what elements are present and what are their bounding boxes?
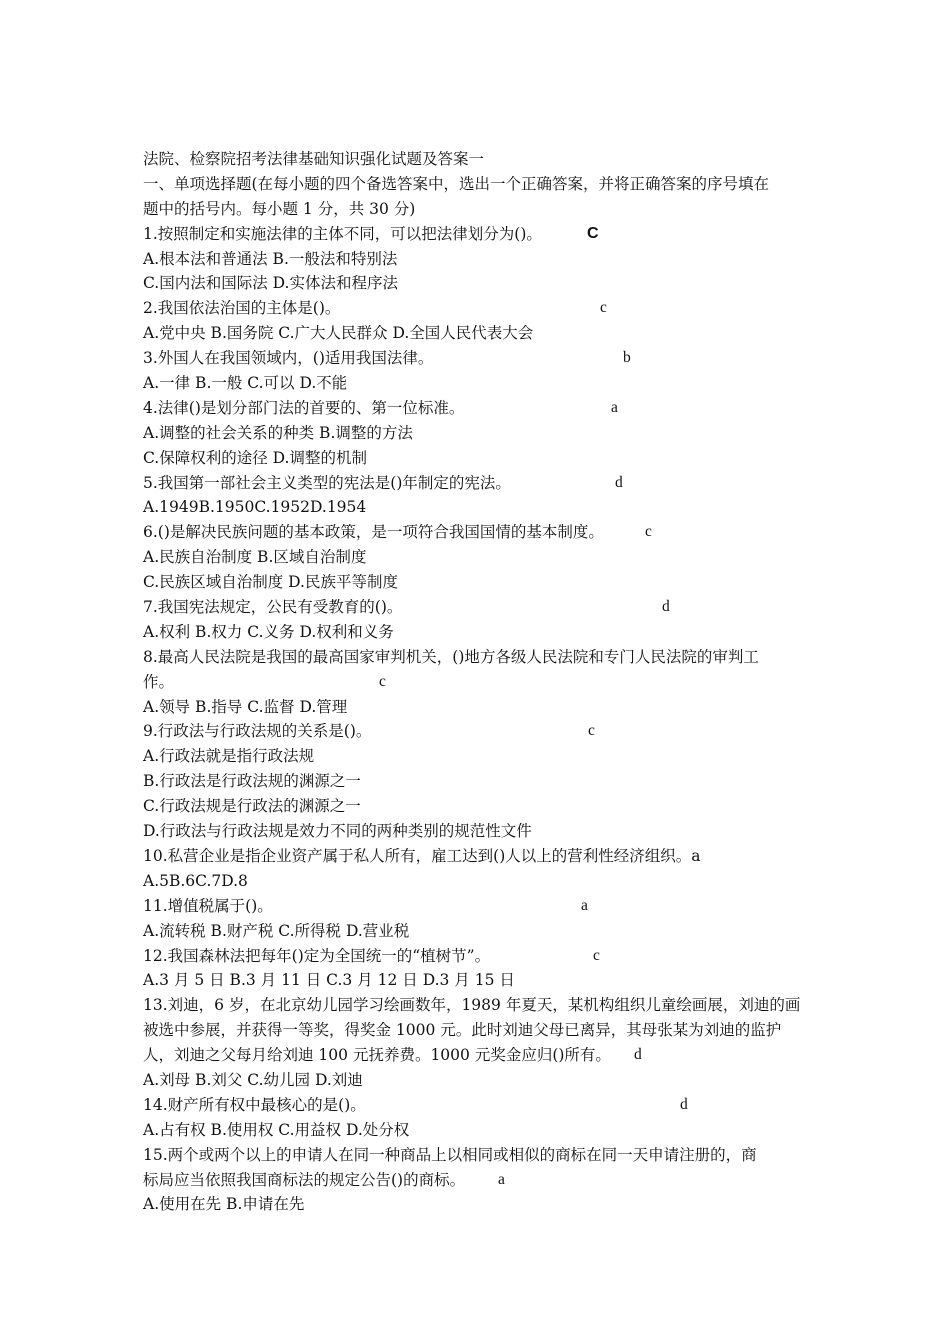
question-5 [143, 471, 811, 496]
option-line: A.调整的社会关系的种类 B.调整的方法 [143, 423, 413, 442]
question-15-line-1: 15.两个或两个以上的申请人在同一种商品上以相同或相似的商标在同一天申请注册的，商 [143, 1145, 757, 1164]
option-line: C.行政法规是行政法的渊源之一 [143, 797, 361, 816]
question-7 [143, 595, 811, 620]
option-line: B.行政法是行政法规的渊源之一 [143, 772, 361, 791]
answer-key: b [623, 349, 631, 367]
option-line: A.领导 B.指导 C.监督 D.管理 [143, 697, 348, 716]
question-6 [143, 520, 811, 545]
answer-key: d [662, 598, 670, 616]
question-text: 9.行政法与行政法规的关系是()。 [143, 722, 372, 741]
option-line: A.5B.6C.7D.8 [143, 871, 248, 890]
answer-key: c [600, 299, 607, 317]
question-text: 7.我国宪法规定，公民有受教育的()。 [143, 598, 403, 617]
question-text: 作。 [143, 672, 175, 691]
answer-key: C [587, 224, 599, 242]
question-text: 5.我国第一部社会主义类型的宪法是()年制定的宪法。 [143, 473, 511, 492]
section-heading-line-2: 题中的括号内。每小题 1 分，共 30 分) [143, 199, 416, 218]
option-line: A.行政法就是指行政法规 [143, 747, 315, 766]
question-13-line-1: 13.刘迪，6 岁，在北京幼儿园学习绘画数年，1989 年夏天，某机构组织儿童绘画展，刘迪的画 [143, 996, 801, 1015]
question-2 [143, 296, 811, 321]
option-line: A.占有权 B.使用权 C.用益权 D.处分权 [143, 1120, 410, 1139]
option-line: C.民族区域自治制度 D.民族平等制度 [143, 573, 398, 592]
answer-key: c [588, 722, 595, 740]
question-text: 人，刘迪之父每月给刘迪 100 元抚养费。1000 元奖金应归()所有。 [143, 1046, 611, 1065]
option-line: C.保障权利的途径 D.调整的机制 [143, 448, 367, 467]
question-4 [143, 396, 811, 421]
question-14 [143, 1093, 811, 1118]
answer-key: a [581, 896, 588, 914]
question-text: 11.增值税属于()。 [143, 896, 273, 915]
question-12 [143, 944, 811, 969]
question-text: 6.()是解决民族问题的基本政策，是一项符合我国国情的基本制度。 [143, 523, 604, 542]
option-line: A.党中央 B.国务院 C.广大人民群众 D.全国人民代表大会 [143, 324, 534, 343]
option-line: D.行政法与行政法规是效力不同的两种类别的规范性文件 [143, 822, 532, 841]
question-1 [143, 222, 811, 247]
option-line: A.民族自治制度 B.区域自治制度 [143, 548, 367, 567]
answer-key: d [634, 1046, 642, 1064]
question-text: 2.我国依法治国的主体是()。 [143, 299, 341, 318]
answer-key: d [615, 473, 623, 491]
answer-key: c [379, 672, 386, 690]
question-text: 标局应当依照我国商标法的规定公告()的商标。 [143, 1170, 466, 1189]
question-13-line-2: 被选中参展，并获得一等奖，得奖金 1000 元。此时刘迪父母已离异，其母张某为刘迪的监护 [143, 1021, 782, 1040]
answer-key: c [593, 946, 600, 964]
document-page [143, 147, 811, 1217]
question-10: 10.私营企业是指企业资产属于私人所有，雇工达到()人以上的营利性经济组织。a [143, 846, 701, 865]
answer-key: c [645, 523, 652, 541]
question-11 [143, 894, 811, 919]
answer-key: d [680, 1095, 688, 1113]
option-line: A.流转税 B.财产税 C.所得税 D.营业税 [143, 921, 410, 940]
answer-key: a [611, 398, 618, 416]
question-15-line-2 [143, 1168, 811, 1193]
option-line: A.1949B.1950C.1952D.1954 [143, 498, 367, 517]
option-line: A.3 月 5 日 B.3 月 11 日 C.3 月 12 日 D.3 月 15 日 [143, 971, 515, 990]
question-text: 4.法律()是划分部门法的首要的、第一位标准。 [143, 398, 465, 417]
option-line: A.权利 B.权力 C.义务 D.权利和义务 [143, 622, 394, 641]
section-heading-line-1: 一、单项选择题(在每小题的四个备选答案中，选出一个正确答案，并将正确答案的序号填在 [143, 174, 770, 193]
question-text: 12.我国森林法把每年()定为全国统一的“植树节”。 [143, 946, 491, 965]
option-line: A.一律 B.一般 C.可以 D.不能 [143, 374, 348, 393]
question-13-line-3 [143, 1043, 811, 1068]
option-line: C.国内法和国际法 D.实体法和程序法 [143, 274, 398, 293]
question-9 [143, 719, 811, 744]
question-text: 14.财产所有权中最核心的是()。 [143, 1095, 366, 1114]
question-text: 3.外国人在我国领域内，()适用我国法律。 [143, 349, 434, 368]
document-title: 法院、检察院招考法律基础知识强化试题及答案一 [143, 150, 485, 168]
option-line: A.根本法和普通法 B.一般法和特别法 [143, 249, 398, 268]
question-text: 1.按照制定和实施法律的主体不同，可以把法律划分为()。 [143, 224, 542, 243]
question-8-line-1: 8.最高人民法院是我国的最高国家审判机关，()地方各级人民法院和专门人民法院的审判工 [143, 647, 759, 666]
answer-key: a [498, 1170, 505, 1188]
question-8-line-2 [143, 670, 811, 695]
option-line: A.刘母 B.刘父 C.幼儿园 D.刘迪 [143, 1070, 363, 1089]
option-line: A.使用在先 B.申请在先 [143, 1195, 305, 1214]
question-3 [143, 346, 811, 371]
